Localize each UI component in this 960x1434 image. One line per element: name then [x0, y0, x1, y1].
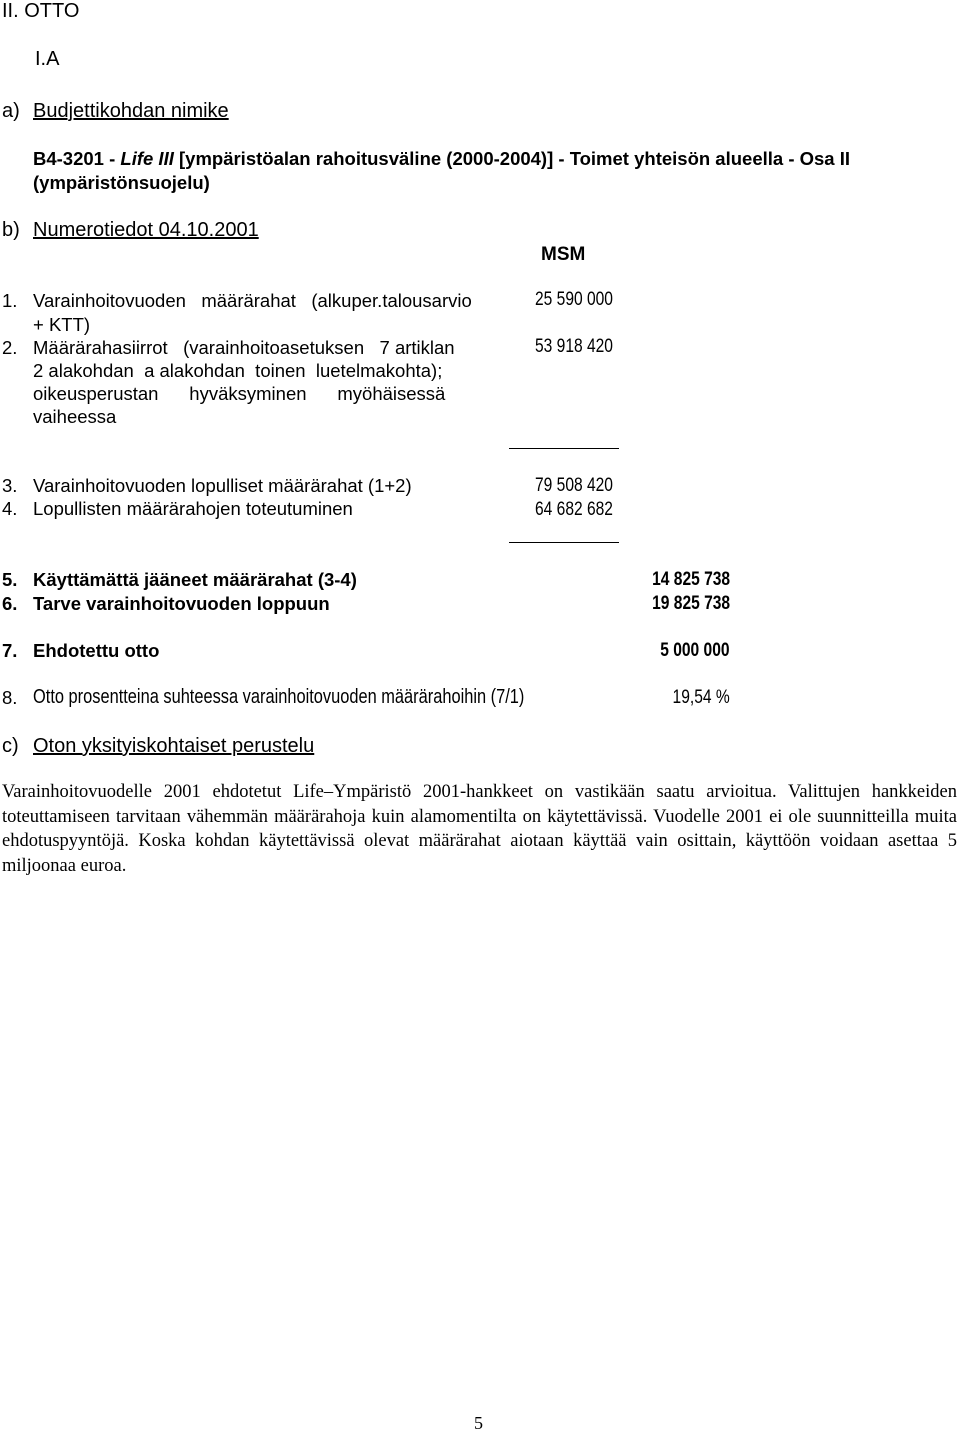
row-5-number: 5. [2, 569, 18, 590]
row-2-text-line3: oikeusperustan hyväksyminen myöhäisessä [33, 383, 446, 404]
page-number: 5 [474, 1413, 483, 1433]
row-1-number: 1. [2, 290, 18, 311]
row-1-value: 25 590 000 [535, 289, 613, 310]
row-4-text: Lopullisten määrärahojen toteutuminen [33, 498, 353, 519]
row-7-number: 7. [2, 640, 18, 661]
row-7-value: 5 000 000 [660, 640, 730, 661]
budget-title-rest: [ympäristöalan rahoitusväline (2000-2004)] - Toimet yhteisön alueella - Osa II [173, 148, 851, 169]
budget-title-line2: (ympäristönsuojelu) [33, 172, 210, 193]
item-b-heading: Numerotiedot 04.10.2001 [33, 219, 259, 241]
subtotal-rule-2 [509, 542, 619, 543]
item-c-label: c) [2, 735, 19, 757]
row-2-text-line1: Määrärahasiirrot (varainhoitoasetuksen 7 artiklan [33, 337, 455, 358]
budget-item-title [33, 147, 850, 171]
program-name: Life III [120, 148, 174, 169]
subtotal-rule-1 [509, 448, 619, 449]
row-1-text-line2: + KTT) [33, 314, 91, 335]
row-2-text-line2: 2 alakohdan a alakohdan toinen luetelmakohta); [33, 360, 443, 381]
row-2-text-line4: vaiheessa [33, 406, 117, 427]
item-b-label: b) [2, 219, 20, 241]
row-3-value: 79 508 420 [535, 475, 613, 496]
subsection-heading: I.A [35, 48, 60, 70]
row-6-number: 6. [2, 593, 18, 614]
justification-paragraph: Varainhoitovuodelle 2001 ehdotetut Life–Ympäristö 2001-hankkeet on vastikään saatu arvioitua. Valittujen hankkeiden toteuttamiseen tarvitaan vähemmän määrärahoja kuin alamomentilta on käytettävissä. Vuodelle 2001 ei ole suunnitteilla muita ehdotuspyyntöjä. Koska kohdan käytettävissä olevat määrärahat aiotaan käyttää vain osittain, käyttöön voidaan asettaa 5 miljoonaa euroa. [2, 782, 957, 876]
row-4-value: 64 682 682 [535, 499, 613, 520]
unit-label: MSM [541, 244, 586, 265]
row-2-value: 53 918 420 [535, 336, 613, 357]
item-c-heading: Oton yksityiskohtaiset perustelu [33, 735, 315, 757]
row-8-text: Otto prosentteina suhteessa varainhoitovuoden määrärahoihin (7/1) [33, 686, 525, 708]
item-a-heading: Budjettikohdan nimike [33, 100, 229, 122]
row-1-text-line1: Varainhoitovuoden määrärahat (alkuper.talousarvio [33, 290, 472, 311]
row-2-number: 2. [2, 337, 18, 358]
row-8-value: 19,54 % [672, 687, 730, 708]
row-7-text: Ehdotettu otto [33, 640, 160, 661]
item-a-label: a) [2, 100, 20, 122]
row-5-value: 14 825 738 [652, 569, 730, 590]
row-3-text: Varainhoitovuoden lopulliset määrärahat (1+2) [33, 475, 412, 496]
row-5-text: Käyttämättä jääneet määrärahat (3-4) [33, 569, 357, 590]
row-4-number: 4. [2, 498, 18, 519]
budget-code: B4-3201 - [33, 148, 121, 169]
row-6-text: Tarve varainhoitovuoden loppuun [33, 593, 330, 614]
row-3-number: 3. [2, 475, 18, 496]
section-heading: II. OTTO [2, 0, 80, 22]
row-6-value: 19 825 738 [652, 593, 730, 614]
row-8-number: 8. [2, 687, 18, 708]
